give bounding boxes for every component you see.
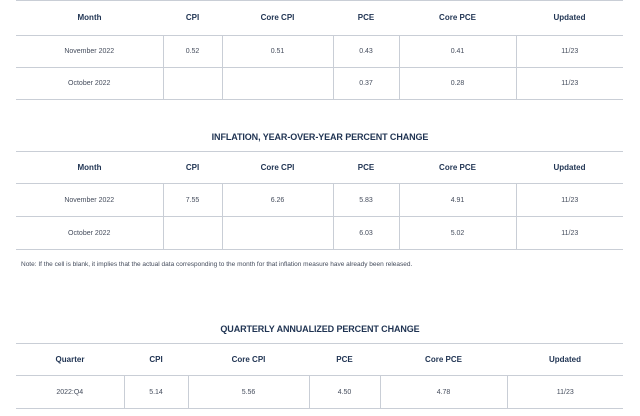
cell-pce: 6.03	[333, 217, 399, 250]
cell-core-pce: 0.41	[399, 36, 516, 68]
quarterly-section-title: QUARTERLY ANNUALIZED PERCENT CHANGE	[220, 324, 420, 334]
header-core-cpi: Core CPI	[222, 0, 333, 36]
header-updated: Updated	[516, 0, 623, 36]
cell-core-pce: 4.78	[380, 376, 507, 409]
header-cpi: CPI	[163, 152, 222, 184]
header-quarter: Quarter	[16, 344, 124, 376]
blank-cell-note: Note: If the cell is blank, it implies that the actual data corresponding to the month for that inflation measure have already been released.	[21, 261, 413, 268]
header-cpi: CPI	[163, 0, 222, 36]
cell-pce: 5.83	[333, 184, 399, 217]
cell-updated: 11/23	[516, 36, 623, 68]
cell-pce: 0.37	[333, 68, 399, 100]
cell-pce: 4.50	[309, 376, 380, 409]
cell-core-cpi: 6.26	[222, 184, 333, 217]
cell-core-cpi: 0.51	[222, 36, 333, 68]
header-updated: Updated	[507, 344, 623, 376]
cell-core-pce: 0.28	[399, 68, 516, 100]
cell-month: November 2022	[16, 36, 163, 68]
cell-pce: 0.43	[333, 36, 399, 68]
cell-updated: 11/23	[516, 68, 623, 100]
table-header-row	[16, 344, 623, 376]
header-core-pce: Core PCE	[399, 152, 516, 184]
cell-cpi: 7.55	[163, 184, 222, 217]
table-header-row	[16, 0, 623, 36]
header-cpi: CPI	[124, 344, 188, 376]
cell-cpi: 0.52	[163, 36, 222, 68]
cell-core-pce: 5.02	[399, 217, 516, 250]
header-core-cpi: Core CPI	[222, 152, 333, 184]
table-row	[16, 68, 623, 100]
header-core-cpi: Core CPI	[188, 344, 309, 376]
quarterly-table	[16, 343, 623, 409]
header-pce: PCE	[333, 0, 399, 36]
header-core-pce: Core PCE	[380, 344, 507, 376]
cell-month: October 2022	[16, 217, 163, 250]
cell-cpi	[163, 68, 222, 100]
cell-core-cpi: 5.56	[188, 376, 309, 409]
header-month: Month	[16, 152, 163, 184]
header-month: Month	[16, 0, 163, 36]
cell-updated: 11/23	[516, 184, 623, 217]
yoy-table	[16, 151, 623, 250]
cell-core-cpi	[222, 68, 333, 100]
header-updated: Updated	[516, 152, 623, 184]
cell-quarter: 2022:Q4	[16, 376, 124, 409]
cell-updated: 11/23	[507, 376, 623, 409]
header-pce: PCE	[333, 152, 399, 184]
table-row	[16, 376, 623, 409]
cell-core-cpi	[222, 217, 333, 250]
cell-core-pce: 4.91	[399, 184, 516, 217]
table-row	[16, 184, 623, 217]
cell-cpi: 5.14	[124, 376, 188, 409]
table-header-row	[16, 152, 623, 184]
cell-month: November 2022	[16, 184, 163, 217]
yoy-section-title: INFLATION, YEAR-OVER-YEAR PERCENT CHANGE	[211, 132, 429, 142]
cell-cpi	[163, 217, 222, 250]
header-pce: PCE	[309, 344, 380, 376]
monthly-table	[16, 0, 623, 100]
header-core-pce: Core PCE	[399, 0, 516, 36]
cell-month: October 2022	[16, 68, 163, 100]
table-row	[16, 36, 623, 68]
table-row	[16, 217, 623, 250]
cell-updated: 11/23	[516, 217, 623, 250]
